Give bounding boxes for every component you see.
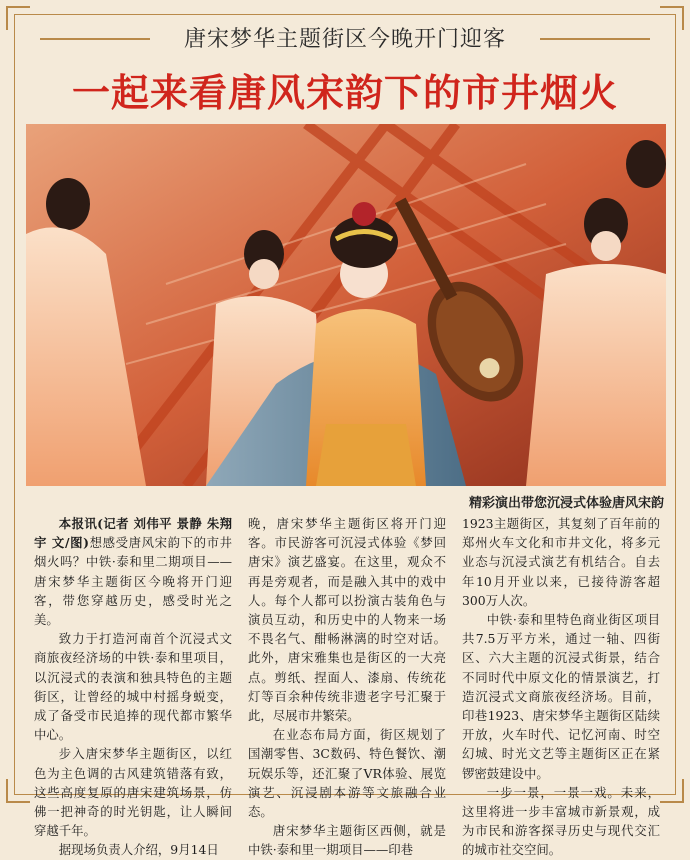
corner-ornament (660, 779, 684, 803)
paragraph: 中铁·泰和里特色商业街区项目共7.5万平方米，通过一轴、四街区、六大主题的沉浸式街景，结合不同时代中原文化的情景演艺，打造沉浸式文商旅夜经济场。目前，印巷1923、唐宋梦华主题街区陆续开放，火车时代、记忆河南、时空幻城、时光文艺等主题街区正在紧锣密鼓建设中。 (462, 612, 660, 781)
corner-ornament (6, 779, 30, 803)
article-column-3 (462, 514, 660, 858)
lead-byline: (记者 刘伟平 景静 朱翔宇 文/图) (34, 516, 232, 551)
paragraph: 想感受唐风宋韵下的市井烟火吗？中铁·泰和里二期项目——唐宋梦华主题街区今晚将开门迎客，带您穿越历史，感受时光之美。 (34, 535, 233, 628)
article-body (34, 514, 660, 858)
paragraph: 致力于打造河南首个沉浸式文商旅夜经济场的中铁·泰和里项目，以沉浸式的表演和独具特色的主题街区，让曾经的城中村摇身蜕变，成了备受市民追捧的现代都市繁华中心。 (34, 631, 232, 743)
article-headline: 一起来看唐风宋韵下的市井烟火 (71, 71, 618, 115)
paragraph: 一步一景，一景一戏。未来，这里将进一步丰富城市新景观，成为市民和游客探寻历史与现代交汇的城市社交空间。 (462, 784, 660, 858)
article-column-2 (248, 514, 446, 858)
paragraph: 晚，唐宋梦华主题街区将开门迎客。市民游客可沉浸式体验《梦回唐宋》演艺盛宴。在这里，观众不再是旁观者，而是融入其中的戏中人。每个人都可以扮演古装角色与演员互动，和历史中的人物来一场不畏名气、酣畅淋漓的时空对话。此外，唐宋雅集也是街区的一大亮点。剪纸、捏面人、漆扇、传统花灯等百余种传统非遗老字号汇聚于此，尽展市井繁荣。 (248, 516, 446, 724)
paragraph: 据现场负责人介绍，9月14日 (58, 842, 219, 858)
paragraph: 唐宋梦华主题街区西侧，就是中铁·泰和里一期项目——印巷 (248, 823, 446, 858)
article-subtitle: 唐宋梦华主题街区今晚开门迎客 (183, 27, 506, 52)
photo-caption: 精彩演出带您沉浸式体验唐风宋韵 (468, 496, 664, 511)
lead-label: 本报讯 (58, 516, 98, 531)
paragraph: 1923主题街区，其复刻了百年前的郑州火车文化和市井文化，将多元业态与沉浸式演艺有机结合。自去年10月开业以来，已接待游客超300万人次。 (462, 516, 660, 608)
paragraph: 在业态布局方面，街区规划了国潮零售、3C数码、特色餐饮、潮玩娱乐等，还汇聚了VR体验、展览演艺、沉浸剧本游等文旅融合业态。 (248, 727, 446, 820)
performance-photo (26, 124, 666, 486)
article-column-1 (34, 514, 233, 858)
paragraph: 步入唐宋梦华主题街区，以红色为主色调的古风建筑错落有致，这些高度复原的唐宋建筑场景，仿佛一把神奇的时光钥匙，让人瞬间穿越千年。 (34, 746, 232, 839)
